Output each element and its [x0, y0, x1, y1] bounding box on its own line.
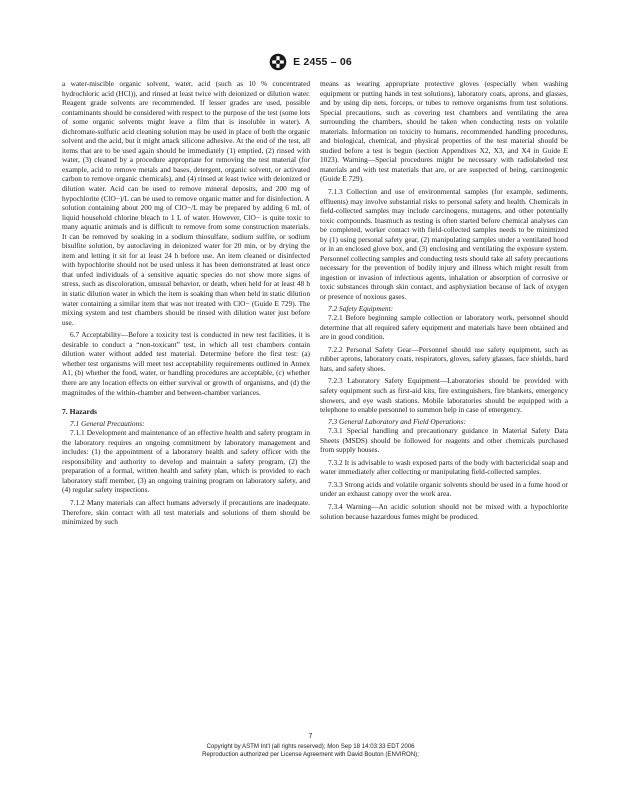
paragraph-7-3-3: 7.3.3 Strong acids and volatile organic solvents should be used in a fume hood or under an exhaust canopy over the work area. — [320, 479, 568, 499]
paragraph-7-1-2-continued: means as wearing appropriate protective gloves (especially when washing equipment or putting hands in test solutions), laboratory coats, aprons, and glasses, and by using dip nets, forceps, or tubes to remove organisms from test solutions. Special precautions, such as covering test chambers and ventilating the area surrounding the chambers, should be taken when conducting tests on volatile materials. Information on toxicity to humans, recommended handling procedures, and biological, chemical, and physical properties of the test material should be studied before a test is begun (section Appendixes X2, X3, and X4 in Guide E 1023). Warning—Special procedures might be necessary with radiolabeled test materials and with test materials that are, or are suspected of being, carcinogenic (Guide E 729). — [320, 79, 568, 184]
paragraph-6-7-acceptability: 6.7 Acceptability—Before a toxicity test is conducted in new test facilities, it is desirable to conduct a “non-toxicant” test, in which all test chambers contain dilution water without added test material. Determine before the first test: (a) whether test organisms will meet test acceptability requirements outlined in Annex A1, (b) whether the food, water, or handling procedures are acceptable, (c) whether there are any location effects on either survival or growth of organisms, and (d) the magnitudes of the within-chamber and between-chamber variances. — [62, 330, 310, 397]
astm-logo-icon — [269, 53, 287, 71]
copyright-line-1: Copyright by ASTM Int'l (all rights reserved); Mon Sep 18 14:03:33 EDT 2006 — [206, 743, 415, 750]
paragraph-7-2-2: 7.2.2 Personal Safety Gear—Personnel should use safety equipment, such as rubber aprons, laboratory coats, respirators, gloves, safety glasses, face shields, hard hats, and safety shoes. — [320, 344, 568, 373]
subheading-general-precautions: 7.1 General Precautions: — [70, 418, 145, 428]
paragraph-7-1-1: 7.1.1 Development and maintenance of an effective health and safety program in the laboratory requires an ongoing commitment by laboratory management and includes: (1) the appointment of a laboratory health and safety officer with the responsibility and authority to develop and maintain a safety program, (2) the preparation of a formal, written health and safety plan, which is provided to each laboratory staff member, (3) an ongoing training program on laboratory safety, and (4) regular safety inspections. — [62, 428, 310, 495]
paragraph-7-1-2: 7.1.2 Many materials can affect humans adversely if precautions are inadequate. Therefore, skin contact with all test materials and solutions of them should be minimized by such — [62, 497, 310, 527]
paragraph-7-3-1: 7.3.1 Special handling and precautionary guidance in Material Safety Data Sheets (MSDS) should be followed for reagents and other chemicals purchased from supply houses. — [320, 426, 568, 455]
paragraph-7-2-3: 7.2.3 Laboratory Safety Equipment—Laboratories should be provided with safety equipment such as first-aid kits, fire extinguishers, fire blankets, emergency showers, and eye wash stations. Mobile laboratories should be equipped with a telephone to enable personnel to summon help in case of emergency. — [320, 376, 568, 415]
right-column — [320, 79, 568, 521]
paragraph-cleaning-continued: a water-miscible organic solvent, water, acid (such as 10 % concentrated hydrochloric acid (HCl)), and rinsed at least twice with deionized or dilution water. Reagent grade solvents are recommended. If lesser grades are used, possible contaminants should be considered with respect to the purpose of the test (some lots of some organic solvents might leave a film that is insoluble in water). A dichromate-sulfuric acid cleaning solution may be used in place of both the organic solvent and the acid, but it might attack silicone adhesive. At the end of the test, all items that are to be used again should be immediately (1) emptied, (2) rinsed with water, (3) cleaned by a procedure appropriate for removing the test material (for example, acid to remove metals and bases, detergent, organic solvent, or activated carbon to remove organic chemicals), and (4) rinsed at least twice with deionized or dilution water. Acid can be used to remove mineral deposits, and 200 mg of hypochlorite (ClO−)/L can be used to remove organic matter and for disinfection. A solution containing about 200 mg of ClO−/L may be prepared by adding 6 mL of liquid household chlorine bleach to 1 L of water. However, ClO− is quite toxic to many aquatic animals and is difficult to remove from some construction materials. It can be removed by soaking in a sodium thiosulfate, sodium sulfite, or sodium bisulfite solution, by autoclaving in deionized water for 20 min, or by drying the item and letting it sit for at least 24 h before use. An item cleaned or disinfected with hypochlorite should not be used unless it has been demonstrated at least once that unfed individuals of a sensitive aquatic species do not show more signs of stress, such as discoloration, unusual behavior, or death, when held for at least 48 h in static dilution water in which the item is soaking than when held in static dilution water containing a similar item that was not treated with ClO− (Guide E 729). The mixing system and test chambers should be rinsed with dilution water just before use. — [62, 79, 310, 327]
page-header — [0, 52, 621, 72]
paragraph-7-3-2: 7.3.2 It is advisable to wash exposed parts of the body with bactericidal soap and water immediately after collecting or manipulating field-collected samples. — [320, 457, 568, 477]
paragraph-7-2-1: 7.2.1 Before beginning sample collection or laboratory work, personnel should determine that all required safety equipment and materials have been obtained and are in good condition. — [320, 313, 568, 342]
paragraph-7-1-3: 7.1.3 Collection and use of environmental samples (for example, sediments, effluents) may involve substantial risks to personal safety and health. Chemicals in field-collected samples may include carcinogens, mutagens, and other potentially toxic compounds. Inasmuch as testing is often started before chemical analyses can be completed, worker contact with field-collected samples needs to be minimized by (1) using personal safety gear, (2) manipulating samples under a ventilated hood or in an enclosed glove box, and (3) enclosing and ventilating the exposure system. Personnel collecting samples and conducting tests should take all safety precautions necessary for the prevention of bodily injury and illness which might result from ingestion or invasion of infectious agents, inhalation or absorption of corrosive or toxic substances through skin contact, and asphyxiation because of lack of oxygen or presence of noxious gases. — [320, 187, 568, 302]
page-number: 7 — [308, 733, 313, 740]
section-heading-hazards: 7. Hazards — [62, 407, 98, 417]
standard-designation: E 2455 – 06 — [293, 56, 352, 68]
copyright-line-2: Reproduction authorized per License Agreement with David Bouton (ENVIRON); — [202, 751, 419, 758]
paragraph-7-3-4: 7.3.4 Warning—An acidic solution should not be mixed with a hypochlorite solution because hazardous fumes might be produced. — [320, 501, 568, 521]
subheading-general-lab-field-operations: 7.3 General Laboratory and Field Operations: — [328, 416, 466, 426]
subheading-safety-equipment: 7.2 Safety Equipment: — [328, 303, 394, 313]
left-column — [62, 79, 310, 527]
